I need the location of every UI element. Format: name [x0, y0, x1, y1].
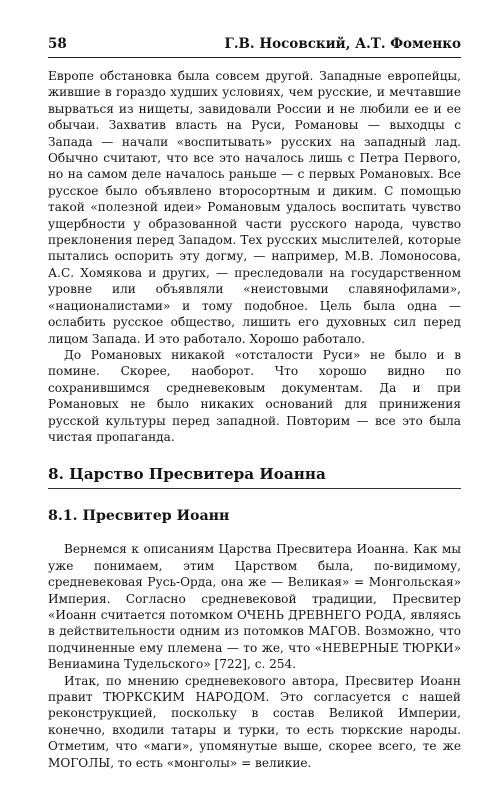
subsection-title: 8.1. Пресвитер Иоанн: [48, 508, 230, 525]
section-underline: [48, 488, 461, 489]
paragraph: Европе обстановка была совсем другой. Западные европейцы, жившие в гораздо худших условиях, чем русские, и мечтавшие вырваться из нищеты, завидовали России и не любили ее и ее обычаи. Захватив власть на Руси, Романовы — выходцы с Запада — начали «воспитывать» русских на западный лад. Обычно считают, что все это началось лишь с Петра Первого, но на самом деле началось раньше — с первых Романовых. Все русское было объявлено второсортным и диким. С помощью такой «полезной идеи» Романовым удалось воспитать чувство ущербности у образованной части русского народа, чувство преклонения перед Западом. Тех русских мыслителей, которые пытались оспорить эту догму, — например, М.В. Ломоносова, А.С. Хомякова и других, — преследовали на государственном уровне или объявляли «неистовыми славянофилами», «националистами» и тому подобное. Цель была одна — ослабить русское общество, лишить его духовных сил перед лицом Запада. И это работало. Хорошо работало.: [48, 69, 461, 346]
header-authors: Г.В. Носовский, А.Т. Фоменко: [224, 36, 461, 52]
paragraph: Вернемся к описаниям Царства Пресвитера Иоанна. Как мы уже понимаем, этим Царством была, по-видимому, средневековая Русь-Орда, она же — Великая» = Монгольская» Империя. Согласно средневековой традиции, Пресвитер «Иоанн считается потомком ОЧЕНЬ ДРЕВНЕГО РОДА, являясь в действительности одним из потомков МАГОВ. Возможно, что подчиненные ему племена — то же, что «НЕВЕРНЫЕ ТЮРКИ» Вениамина Тудельского» [722], с. 254.: [48, 542, 461, 672]
section-title: 8. Царство Пресвитера Иоанна: [48, 465, 326, 484]
paragraph: Итак, по мнению средневекового автора, Пресвитер Иоанн правит ТЮРКСКИМ НАРОДОМ. Это согласуется с нашей реконструкцией, поскольку в состав Великой Империи, конечно, входили татары и турки, то есть тюркские народы. Отметим, что «маги», упомянутые выше, скорее всего, те же МОГОЛЫ, то есть «монголы» = великие.: [48, 673, 461, 770]
page-content: [48, 68, 461, 771]
page-number: 58: [48, 36, 67, 52]
running-header: [48, 36, 461, 58]
paragraph: До Романовых никакой «отсталости Руси» не было и в помине. Скорее, наоборот. Что хорошо видно по сохранившимся средневековым документам. Да и при Романовых не было никаких оснований для принижения русской культуры перед западной. Повторим — все это была чистая пропаганда.: [48, 347, 461, 444]
